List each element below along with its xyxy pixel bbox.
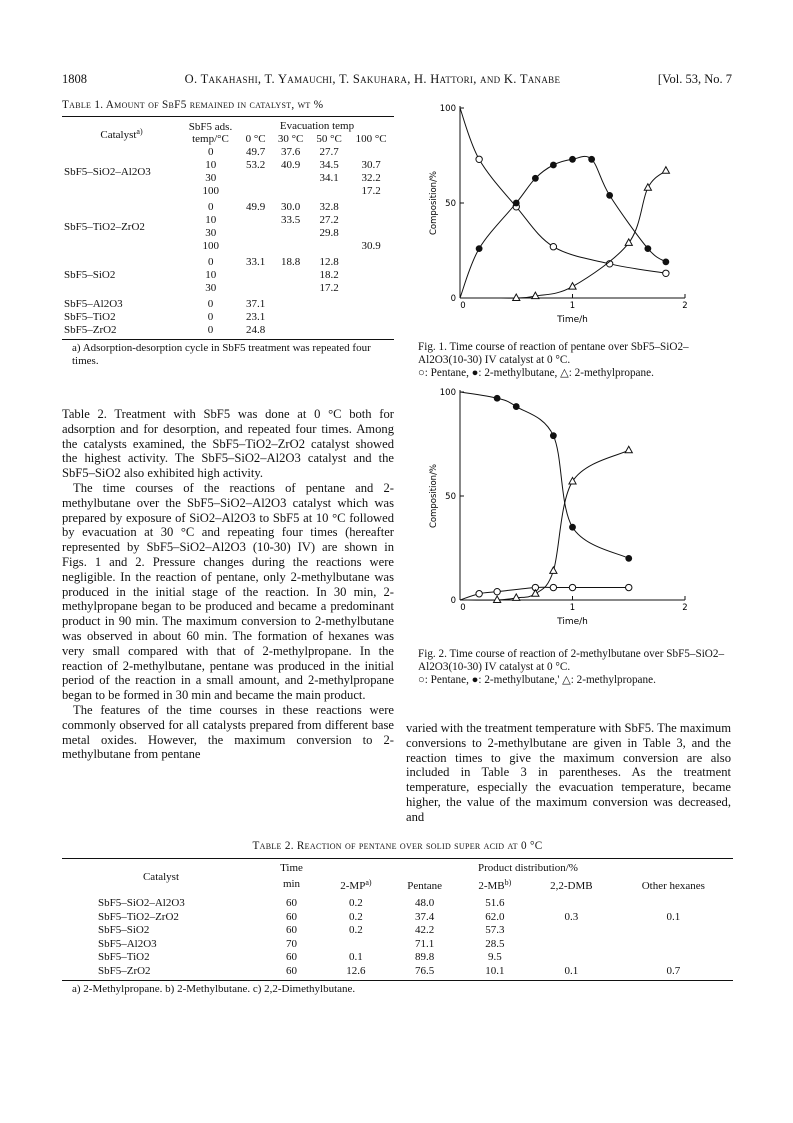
table1-cell [240,282,271,297]
table1-cell [348,297,394,312]
y-tick-label: 0 [450,294,456,304]
x-tick-label: 0 [460,301,466,311]
table2 [62,858,733,996]
table2-col-pd: Product distribution/% [478,862,578,874]
table2-cell: 0.2 [349,924,363,936]
table1-ads-temp: 10 [181,269,240,282]
point-2-methylpropane [494,596,501,603]
table2-cell: 0.2 [349,910,363,923]
table1-ads-temp: 30 [181,172,240,185]
table2-cell [529,951,614,965]
table1-ads-temp: 0 [207,324,214,336]
table1-cell [240,185,271,200]
table2-pd-col: 2,2-DMB [550,879,593,892]
table1-cell: 18.8 [280,256,301,268]
y-axis-label: Composition/% [429,463,439,529]
table2-cell: 76.5 [415,964,435,977]
table2-cell: 9.5 [487,951,502,963]
point-2-methylpropane [532,590,539,597]
table1-cell: 34.5 [319,159,339,171]
table2-time: 60 [286,910,297,923]
table1-ads-temp: 0 [207,311,214,323]
table1-cell [240,214,271,227]
point-2-methylpropane [644,184,651,191]
fig1-caption-text: Fig. 1. Time course of reaction of pentane over SbF5–SiO2–Al2O3(10-30) IV catalyst at 0 °C. [418,341,689,366]
table2-cell [614,938,733,952]
table1-cell: 29.8 [319,227,339,239]
table2-cell: 0.3 [564,910,579,923]
table1-col-evac: Evacuation temp [279,120,355,132]
table1-ads-temp: 0 [207,298,214,310]
point-pentane [663,270,669,276]
point-2-methylbutane [513,200,520,207]
table1-cell [348,214,394,227]
table1-cell [348,255,394,270]
figure-1-chart [418,100,730,335]
point-2-methylbutane [662,259,669,266]
table-row [62,965,733,979]
x-axis-label: Time/h [557,315,588,325]
page-number: 1808 [62,72,87,86]
table1-cell [240,172,271,185]
table1-catalyst: SbF5–TiO2 [64,311,116,323]
point-2-methylpropane [662,167,669,174]
table1-cell: 24.8 [246,324,266,336]
point-2-methylpropane [569,283,576,290]
right-column-text [406,721,731,825]
table2-catalyst: SbF5–TiO2 [98,951,150,963]
table2-cell: 0.1 [666,910,681,923]
table2-cell: 42.2 [415,924,435,936]
table1-cell [348,324,394,337]
table2-time: 60 [286,897,297,909]
table2-cell [614,924,733,938]
point-pentane [569,584,575,590]
table2-cell: 89.8 [415,951,435,963]
table2-cell [614,895,733,911]
table1-cell [310,185,349,200]
y-tick-label: 0 [450,596,456,606]
table1 [62,116,394,368]
table1-ads-temp: 0 [181,146,240,159]
table1-cell [271,240,310,255]
table1-cell: 34.1 [319,172,339,184]
table2-time: 60 [286,964,297,977]
fig2-legend-text: ○: Pentane, ●: 2-methylbutane,' △: 2-methylpropane. [418,674,656,686]
point-pentane [626,584,632,590]
table1-cell [348,269,394,282]
table1-evac-col: 50 °C [316,133,342,145]
point-2-methylbutane [569,524,576,531]
table2-time: 60 [286,924,297,936]
point-2-methylbutane [625,555,632,562]
x-tick-label: 1 [569,603,576,613]
table-row [62,938,733,952]
table2-pd-col: 2-MB$^{b)}$ [478,877,512,892]
table2-cell [529,924,614,938]
table1-cell [240,269,271,282]
x-tick-label: 2 [682,301,688,311]
table1-ads-temp: 10 [181,214,240,227]
paragraph: The time courses of the reactions of pentane and 2-methylbutane over the SbF5–SiO2–Al2O3 catalyst which was prepared by exposure of SiO2–Al2O3 to SbF5 at 10 °C followed by evacuation at 30 °C and repeating four times (hereafter represented by SbF5–SiO2–Al2O3 (10-30) IV) are shown in Figs. 1 and 2. Pressure changes during the reactions were negligible. In the reaction of pentane, only 2-methylbutane was produced in the initial stage of the reaction. In 30 min, 2-methylpropane began to be produced and became a predominant product in 90 min. The maximum conversion to 2-methylbutane was observed in about 60 min. The formation of hexanes was very small compared with that of 2-methylpropane. In the reaction of 2-methylbutane, pentane was produced in the initial period of the reaction in a small amount, and 2-methylpropane began to be formed in 30 min and became the main product. [62,480,394,703]
fig1-legend-text: ○: Pentane, ●: 2-methylbutane, △: 2-methylpropane. [418,367,654,379]
table2-cell: 37.4 [415,910,435,923]
table1-cell: 27.7 [319,146,339,158]
table1-ads-temp: 10 [181,159,240,172]
table1-cell: 33.5 [280,214,301,226]
table2-cell: 71.1 [415,937,435,950]
table2-title: Table 2. Reaction of pentane over solid super acid at 0 °C [252,840,543,852]
table1-cell: 17.2 [319,282,339,294]
table2-cell: 12.6 [346,964,366,977]
table1-catalyst: SbF5–TiO2–ZrO2 [64,220,145,233]
paragraph: Table 2. Treatment with SbF5 was done at 0 °C both for adsorption and for desorption, and repeated four times. Among the catalysts examined, the SbF5–TiO2–ZrO2 catalyst showed the highest activity. The SbF5–SiO2–Al2O3 catalyst and the SbF5–SiO2 also exhibited high activity. [62,407,394,481]
table1-cell [271,227,310,240]
table2-cell: 0.7 [666,964,681,977]
point-pentane [494,588,500,594]
table2-pd-col: 2-MP$^{a)}$ [340,877,372,892]
table-row [62,911,733,925]
table1-cell: 27.2 [319,214,339,226]
series-line [460,156,666,298]
table-row [62,311,394,324]
table1-evac-col: 0 °C [245,133,266,145]
table1-ads-temp: 0 [181,255,240,270]
table1-grid [62,120,394,337]
table2-catalyst: SbF5–ZrO2 [98,964,151,977]
table1-cell [271,269,310,282]
point-2-methylpropane [625,446,632,453]
series-line [460,450,629,600]
table1-cell: 32.2 [361,172,381,184]
table1-cell: 53.2 [246,159,266,171]
point-pentane [550,244,556,250]
paragraph: The features of the time courses in these reactions were commonly observed for all catalysts prepared from different base metal oxides. However, the maximum conversion to 2-methylbutane from pentane [62,702,394,762]
point-pentane [476,591,482,597]
table-row [62,200,394,215]
series-line [460,587,629,600]
table1-cell: 49.9 [246,201,266,213]
table2-pd-col: Pentane [407,879,443,892]
x-tick-label: 0 [460,603,466,613]
x-tick-label: 1 [569,301,576,311]
table1-cell [348,227,394,240]
fig2-caption-text: Fig. 2. Time course of reaction of 2-methylbutane over SbF5–SiO2–Al2O3(10-30) IV catalyst at 0 °C. [418,648,725,673]
header-authors: O. Takahashi, T. Yamauchi, T. Sakuhara, H. Hattori, and K. Tanabe [184,72,561,86]
table2-cell: 62.0 [485,910,505,923]
table2-catalyst: SbF5–SiO2 [98,924,150,936]
table1-evac-col: 30 °C [277,133,304,145]
table1-cell [271,185,310,200]
table2-col-time: Time [280,862,303,874]
figure-2-caption [418,648,733,687]
x-tick-label: 2 [682,603,688,613]
point-2-methylbutane [644,245,651,252]
table1-catalyst: SbF5–SiO2–Al2O3 [64,165,151,178]
table1-cell [271,282,310,297]
table1-cell [348,311,394,324]
table2-catalyst: SbF5–Al2O3 [98,937,157,950]
table1-cell: 23.1 [246,311,266,323]
table2-time: 70 [286,937,297,950]
point-2-methylpropane [550,567,557,574]
table-row [62,924,733,938]
table2-time: 60 [286,951,297,963]
table2-cell: 10.1 [485,964,505,977]
table1-cell [271,172,310,185]
table1-title: Table 1. Amount of SbF5 remained in catalyst, wt % [62,99,324,111]
table2-cell: 0.1 [349,951,363,963]
figure-1-caption [418,341,733,380]
series-line [460,392,629,558]
table2-cell: 0.2 [349,897,363,909]
table1-cell [240,227,271,240]
y-tick-label: 100 [439,388,456,398]
table2-col-catalyst: Catalyst [142,870,180,883]
left-column-text [62,407,394,762]
header-volume: [Vol. 53, No. 7 [657,72,732,86]
table2-col-time-unit: min [282,877,301,890]
table1-cell [310,324,349,337]
table1-cell [310,297,349,312]
table2-catalyst: SbF5–SiO2–Al2O3 [98,897,185,909]
table2-cell: 0.1 [564,964,579,977]
table1-cell: 12.8 [319,256,339,268]
table1-cell: 18.2 [319,269,339,281]
point-pentane [476,156,482,162]
table1-cell [240,240,271,255]
table1-cell: 49.7 [246,146,266,158]
table1-ads-temp: 100 [181,185,240,200]
point-2-methylpropane [513,294,520,301]
table1-cell [348,146,394,159]
x-axis-label: Time/h [557,617,588,627]
table-row [62,255,394,270]
table1-footnote: a) Adsorption-desorption cycle in SbF5 treatment was repeated four times. [72,342,371,367]
point-2-methylbutane [532,175,539,182]
paragraph: varied with the treatment temperature with SbF5. The maximum conversions to 2-methylbutane are given in Table 3, and the reaction times to give the maximum conversion are also included in Table 3 in parentheses. As the treatment temperature, especially the evacuation temperature, became higher, the value of the maximum conversion was decreased, and [406,721,731,824]
table1-cell: 30.7 [361,159,381,171]
table2-pd-col: Other hexanes [641,879,705,892]
table1-catalyst: SbF5–SiO2 [64,269,116,281]
table-row [62,146,394,159]
point-2-methylbutane [476,245,483,252]
figure-2-chart [418,384,730,636]
table-row [62,951,733,965]
table1-cell: 30.9 [361,240,381,252]
table2-cell [323,938,389,952]
table1-cell: 17.2 [361,185,381,197]
table2-cell: 57.3 [485,924,505,936]
point-2-methylbutane [494,395,501,402]
table1-cell: 32.8 [319,201,339,213]
point-pentane [550,584,556,590]
running-header [62,72,732,87]
table2-grid [62,862,733,978]
table2-cell: 48.0 [415,897,435,909]
table1-cell [271,324,310,337]
y-tick-label: 50 [445,492,456,502]
point-2-methylbutane [513,403,520,410]
table1-col-catalyst: Catalyst$^{a)}$ [100,126,143,141]
table1-cell [271,297,310,312]
table1-cell: 37.1 [246,298,266,310]
table-row [62,297,394,312]
table1-cell: 40.9 [280,159,301,171]
table1-cell [310,240,349,255]
y-tick-label: 100 [439,104,456,114]
series-line [497,171,666,298]
table2-footnote: a) 2-Methylpropane. b) 2-Methylbutane. c) 2,2-Dimethylbutane. [72,983,356,995]
table1-cell [271,311,310,324]
table1-cell: 30.0 [280,201,301,213]
y-axis-label: Composition/% [429,170,439,236]
point-2-methylbutane [606,192,613,199]
table1-ads-temp: 30 [181,282,240,297]
point-2-methylbutane [550,162,557,169]
table1-ads-temp: 0 [181,200,240,215]
table1-catalyst: SbF5–ZrO2 [64,324,117,336]
table1-ads-temp: 100 [181,240,240,255]
table1-cell: 33.1 [246,256,266,268]
point-2-methylbutane [550,432,557,439]
table-row [62,324,394,337]
table-row [62,895,733,911]
table2-cell: 28.5 [485,937,505,950]
table2-cell [614,951,733,965]
table1-col-ads: SbF5 ads. temp/°C [188,121,233,145]
table1-cell [348,282,394,297]
series-line [460,108,666,273]
table1-ads-temp: 30 [181,227,240,240]
table1-catalyst: SbF5–Al2O3 [64,298,123,310]
table1-cell: 37.6 [280,146,301,158]
point-2-methylbutane [588,156,595,163]
table1-cell [310,311,349,324]
table2-cell [529,895,614,911]
table1-cell [348,200,394,215]
table2-cell [529,938,614,952]
table2-catalyst: SbF5–TiO2–ZrO2 [98,910,179,923]
y-tick-label: 50 [445,199,456,209]
table2-cell: 51.6 [485,897,505,909]
table1-evac-col: 100 °C [355,133,387,145]
point-2-methylbutane [569,156,576,163]
